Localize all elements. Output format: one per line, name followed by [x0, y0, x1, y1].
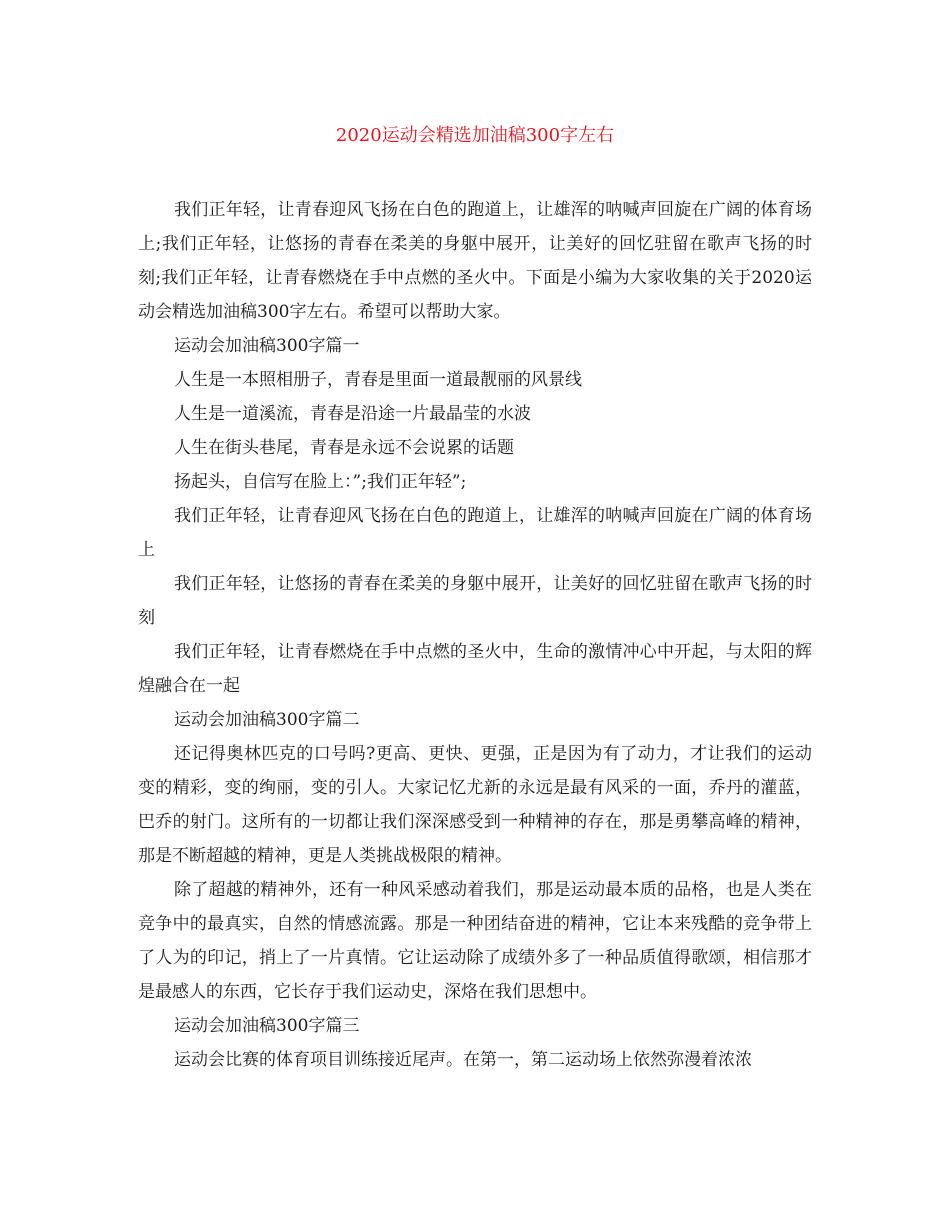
document-title: 2020运动会精选加油稿300字左右: [335, 125, 615, 146]
paragraph-intro: 我们正年轻，让青春迎风飞扬在白色的跑道上，让雄浑的呐喊声回旋在广阔的体育场上;我们正年轻，让悠扬的青春在柔美的身躯中展开，让美好的回忆驻留在歌声飞扬的时刻;我们正年轻，让青春燃烧在手中点燃的圣火中。下面是小编为大家收集的关于2020运动会精选加油稿300字左右。希望可以帮助大家。: [138, 200, 812, 322]
paragraph: 人生是一道溪流，青春是沿途一片最晶莹的水波: [174, 404, 531, 424]
paragraph: 人生是一本照相册子，青春是里面一道最靓丽的风景线: [174, 370, 582, 390]
paragraph: 我们正年轻，让悠扬的青春在柔美的身躯中展开，让美好的回忆驻留在歌声飞扬的时刻: [138, 574, 812, 628]
section-heading-3: 运动会加油稿300字篇三: [174, 1016, 360, 1036]
paragraph: 我们正年轻，让青春迎风飞扬在白色的跑道上，让雄浑的呐喊声回旋在广阔的体育场上: [138, 506, 812, 560]
paragraph: 我们正年轻，让青春燃烧在手中点燃的圣火中，生命的激情冲心中开起，与太阳的辉煌融合在一起: [138, 642, 812, 696]
paragraph: 还记得奥林匹克的口号吗?更高、更快、更强，正是因为有了动力，才让我们的运动变的精彩，变的绚丽，变的引人。大家记忆尤新的永远是最有风采的一面，乔丹的灌蓝，巴乔的射门。这所有的一切都让我们深深感受到一种精神的存在，那是勇攀高峰的精神，那是不断超越的精神，更是人类挑战极限的精神。: [138, 744, 812, 866]
document-body: [138, 193, 812, 1077]
paragraph: 扬起头，自信写在脸上：”;我们正年轻”;: [174, 472, 467, 492]
section-heading-1: 运动会加油稿300字篇一: [174, 336, 360, 356]
section-heading-2: 运动会加油稿300字篇二: [174, 710, 360, 730]
paragraph: 运动会比赛的体育项目训练接近尾声。在第一，第二运动场上依然弥漫着浓浓: [174, 1050, 752, 1070]
paragraph: 人生在街头巷尾，青春是永远不会说累的话题: [174, 438, 514, 458]
paragraph: 除了超越的精神外，还有一种风采感动着我们，那是运动最本质的品格，也是人类在竞争中的最真实，自然的情感流露。那是一种团结奋进的精神，它让本来残酷的竞争带上了人为的印记，捎上了一片真情。它让运动除了成绩外多了一种品质值得歌颂，相信那才是最感人的东西，它长存于我们运动史，深烙在我们思想中。: [138, 880, 812, 1002]
